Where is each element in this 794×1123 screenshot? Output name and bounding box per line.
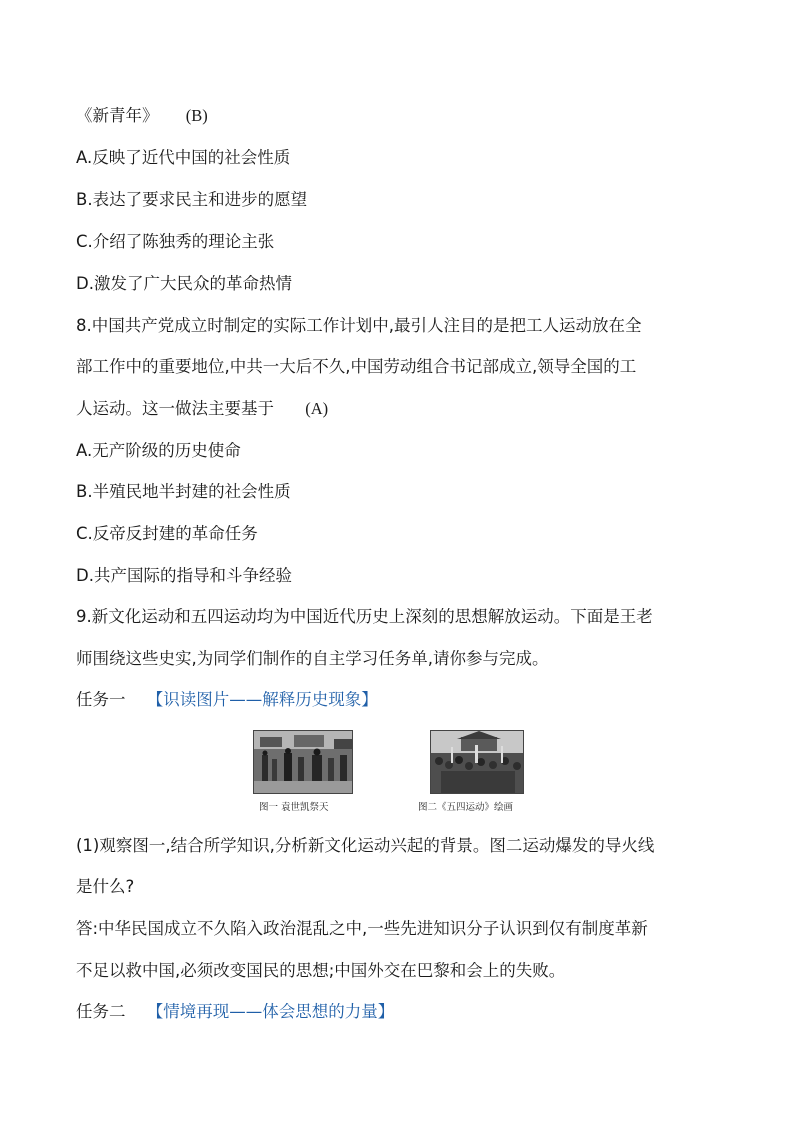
q9-sub1-line-1: (1)观察图一,结合所学知识,分析新文化运动兴起的背景。图二运动爆发的导火线 [76, 836, 655, 855]
q7-option-c: C.介绍了陈独秀的理论主张 [76, 232, 275, 251]
q7-stem-line [76, 106, 208, 126]
q9-sub1-line-2: 是什么? [76, 877, 135, 896]
task1-heading [76, 690, 378, 710]
figure-1-photo [253, 730, 353, 794]
q9-stem-line-2: 师围绕这些史实,为同学们制作的自主学习任务单,请你参与完成。 [76, 649, 549, 668]
q7-option-d: D.激发了广大民众的革命热情 [76, 274, 292, 293]
q9-answer-line-1: 答:中华民国成立不久陷入政治混乱之中,一些先进知识分子认识到仅有制度革新 [76, 919, 648, 938]
task2-label: 任务二 [76, 1002, 126, 1021]
q8-stem-line-2: 部工作中的重要地位,中共一大后不久,中国劳动组合书记部成立,领导全国的工 [76, 357, 637, 376]
q8-answer: (A) [305, 399, 329, 418]
q7-option-b: B.表达了要求民主和进步的愿望 [76, 190, 308, 209]
q8-stem-line-3 [76, 399, 328, 419]
figure-2-photo [430, 730, 524, 794]
figures-row [0, 730, 794, 814]
q7-option-a: A.反映了近代中国的社会性质 [76, 148, 291, 167]
q8-option-c: C.反帝反封建的革命任务 [76, 524, 258, 543]
figure-2 [418, 730, 524, 813]
q8-option-a: A.无产阶级的历史使命 [76, 441, 241, 460]
q8-stem-tail: 人运动。这一做法主要基于 [76, 399, 274, 418]
q7-answer: (B) [185, 106, 208, 125]
figure-1-caption: 图一 袁世凯祭天 [259, 802, 329, 813]
figure-1 [253, 730, 353, 813]
q9-stem-line-1: 9.新文化运动和五四运动均为中国近代历史上深刻的思想解放运动。下面是王老 [76, 607, 653, 626]
task1-label: 任务一 [76, 690, 126, 709]
q8-option-b: B.半殖民地半封建的社会性质 [76, 482, 291, 501]
task2-title: 【情境再现——体会思想的力量】 [146, 1002, 395, 1021]
q8-stem-line-1: 8.中国共产党成立时制定的实际工作计划中,最引人注目的是把工人运动放在全 [76, 316, 642, 335]
q9-answer-line-2: 不足以救中国,必须改变国民的思想;中国外交在巴黎和会上的失败。 [76, 961, 566, 980]
figure-2-caption: 图二《五四运动》绘画 [418, 802, 514, 813]
task1-title: 【识读图片——解释历史现象】 [146, 690, 378, 709]
q8-option-d: D.共产国际的指导和斗争经验 [76, 566, 292, 585]
q7-stem: 《新青年》 [76, 106, 159, 125]
task2-heading [76, 1002, 394, 1022]
